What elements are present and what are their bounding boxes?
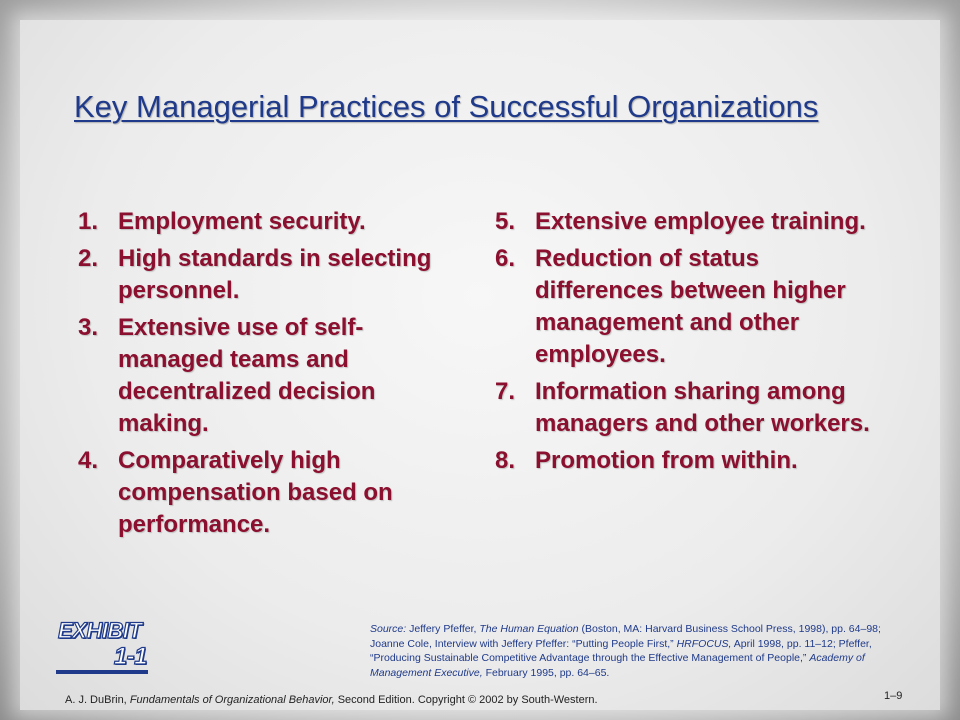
source-magazine-1: HRFOCUS, bbox=[676, 637, 732, 650]
source-text-3: April 1998, pp. 11–12; Pfeffer, “Producing Sustainable Competitive Advantage through the Effective Management of People,” bbox=[370, 637, 872, 664]
list-item bbox=[495, 376, 870, 440]
source-magazine-2: Academy of Management Executive, bbox=[370, 652, 865, 679]
list-item-text: Promotion from within. bbox=[535, 447, 798, 474]
source-label: Source: bbox=[370, 623, 407, 635]
source-text-1: Jeffery Pfeffer, bbox=[409, 623, 477, 635]
list-item-text: Extensive use of self-managed teams and decentralized decision making. bbox=[118, 314, 376, 437]
list-item-text: Reduction of status differences between higher management and other employees. bbox=[535, 245, 846, 368]
footer-rest: Second Edition. Copyright © 2002 by South-Western. bbox=[337, 694, 598, 706]
practices-list-right bbox=[495, 206, 870, 482]
list-item-number: 5. bbox=[495, 208, 516, 235]
list-item bbox=[78, 206, 443, 238]
list-item-text: Employment security. bbox=[118, 208, 366, 235]
list-item-text: Extensive employee training. bbox=[535, 208, 866, 235]
source-text-4: February 1995, pp. 64–65. bbox=[485, 666, 610, 679]
exhibit-word: EXHIBIT bbox=[58, 618, 142, 643]
list-item-number: 2. bbox=[78, 245, 99, 272]
practices-list-left bbox=[78, 206, 443, 546]
list-item-text: Information sharing among managers and other workers. bbox=[535, 378, 870, 437]
footer-book-title: Fundamentals of Organizational Behavior, bbox=[129, 694, 335, 706]
list-item bbox=[495, 243, 870, 371]
list-item-number: 6. bbox=[495, 245, 516, 272]
slide-title: Key Managerial Practices of Successful Organizations bbox=[74, 89, 819, 124]
footer-author: A. J. DuBrin, bbox=[65, 694, 127, 706]
list-item bbox=[495, 445, 870, 477]
list-item bbox=[78, 445, 443, 541]
list-item-text: High standards in selecting personnel. bbox=[118, 245, 432, 304]
list-item bbox=[78, 243, 443, 307]
list-item-number: 3. bbox=[78, 314, 99, 341]
exhibit-underline bbox=[56, 670, 148, 674]
list-item-number: 1. bbox=[78, 208, 99, 235]
list-item bbox=[495, 206, 870, 238]
page-number: 1–9 bbox=[884, 690, 903, 702]
source-citation bbox=[370, 622, 915, 680]
list-item-number: 4. bbox=[78, 447, 99, 474]
source-text-2: (Boston, MA: Harvard Business School Press, 1998), pp. 64–98; Joanne Cole, Interview with Jeffery Pfeffer: “Putting People First,” bbox=[370, 623, 881, 650]
footer-copyright bbox=[65, 694, 598, 706]
exhibit-number: 1-1 bbox=[113, 643, 147, 670]
list-item-text: Comparatively high compensation based on performance. bbox=[118, 447, 393, 538]
list-item-number: 7. bbox=[495, 378, 516, 405]
list-item-number: 8. bbox=[495, 447, 516, 474]
list-item bbox=[78, 312, 443, 440]
exhibit-label bbox=[56, 618, 151, 676]
source-book-title: The Human Equation bbox=[479, 623, 579, 635]
